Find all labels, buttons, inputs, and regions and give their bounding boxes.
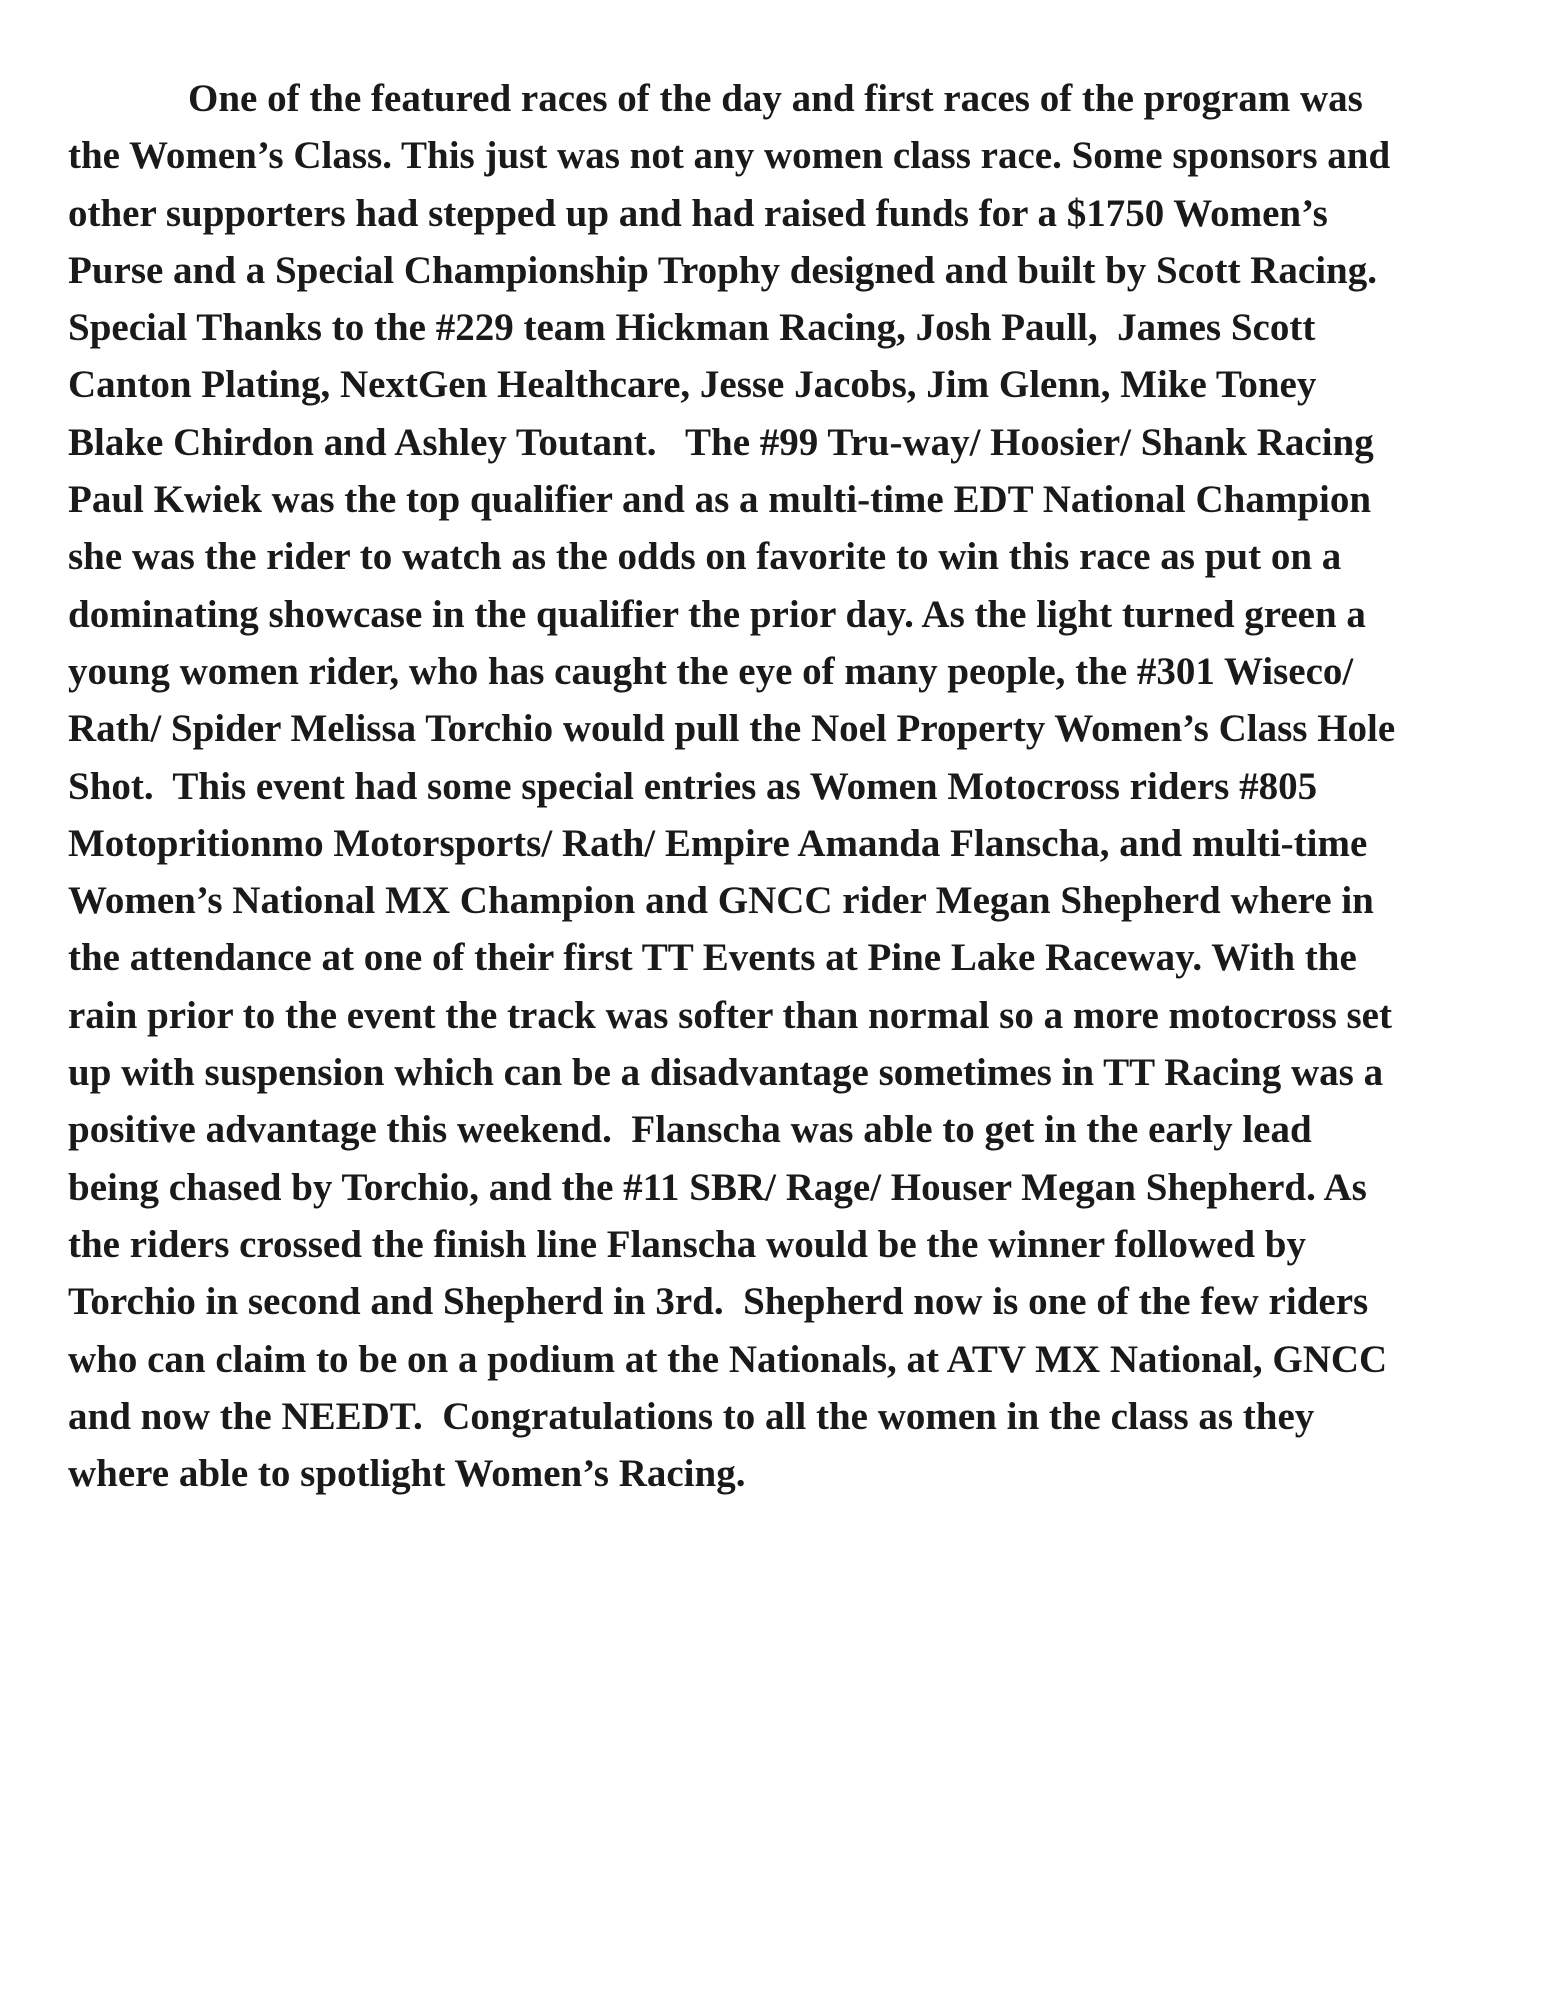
paragraph-line: Paul Kwiek was the top qualifier and as a multi-time EDT National Champion [68,478,1372,522]
paragraph-line: rain prior to the event the track was softer than normal so a more motocross set [68,993,1392,1037]
paragraph-line: Torchio in second and Shepherd in 3rd. Shepherd now is one of the few riders [68,1280,1369,1324]
paragraph-line: Canton Plating, NextGen Healthcare, Jesse Jacobs, Jim Glenn, Mike Toney [68,363,1317,407]
paragraph-line: where able to spotlight Women’s Racing. [68,1452,746,1496]
paragraph-line: being chased by Torchio, and the #11 SBR/ Rage/ Houser Megan Shepherd. As [68,1165,1367,1209]
paragraph-line: other supporters had stepped up and had raised funds for a $1750 Women’s [68,191,1328,235]
paragraph-line: dominating showcase in the qualifier the prior day. As the light turned green a [68,592,1366,636]
paragraph-line: who can claim to be on a podium at the Nationals, at ATV MX National, GNCC [68,1337,1388,1381]
paragraph-line: she was the rider to watch as the odds on favorite to win this race as put on a [68,535,1342,579]
paragraph-line: One of the featured races of the day and first races of the program was [188,77,1363,120]
paragraph-line: Rath/ Spider Melissa Torchio would pull the Noel Property Women’s Class Hole [68,707,1396,751]
paragraph-line: positive advantage this weekend. Flanscha was able to get in the early lead [68,1108,1312,1152]
paragraph-line: the attendance at one of their first TT Events at Pine Lake Raceway. With the [68,936,1357,980]
paragraph-line: the Women’s Class. This just was not any women class race. Some sponsors and [68,134,1391,178]
paragraph-line: Purse and a Special Championship Trophy designed and built by Scott Racing. [68,248,1377,292]
paragraph-line: Motopritionmo Motorsports/ Rath/ Empire Amanda Flanscha, and multi-time [68,821,1368,865]
paragraph-line: and now the NEEDT. Congratulations to all the women in the class as they [68,1394,1315,1438]
paragraph-line: up with suspension which can be a disadvantage sometimes in TT Racing was a [68,1051,1384,1095]
article-paragraph [68,70,1488,1502]
paragraph-line: Blake Chirdon and Ashley Toutant. The #99 Tru-way/ Hoosier/ Shank Racing [68,420,1374,464]
paragraph-line: young women rider, who has caught the eye of many people, the #301 Wiseco/ [68,649,1354,693]
paragraph-line: Shot. This event had some special entries as Women Motocross riders #805 [68,764,1318,808]
paragraph-line: Special Thanks to the #229 team Hickman Racing, Josh Paull, James Scott [68,306,1316,350]
paragraph-line: the riders crossed the finish line Flanscha would be the winner followed by [68,1222,1306,1266]
paragraph-line: Women’s National MX Champion and GNCC rider Megan Shepherd where in [68,879,1374,923]
